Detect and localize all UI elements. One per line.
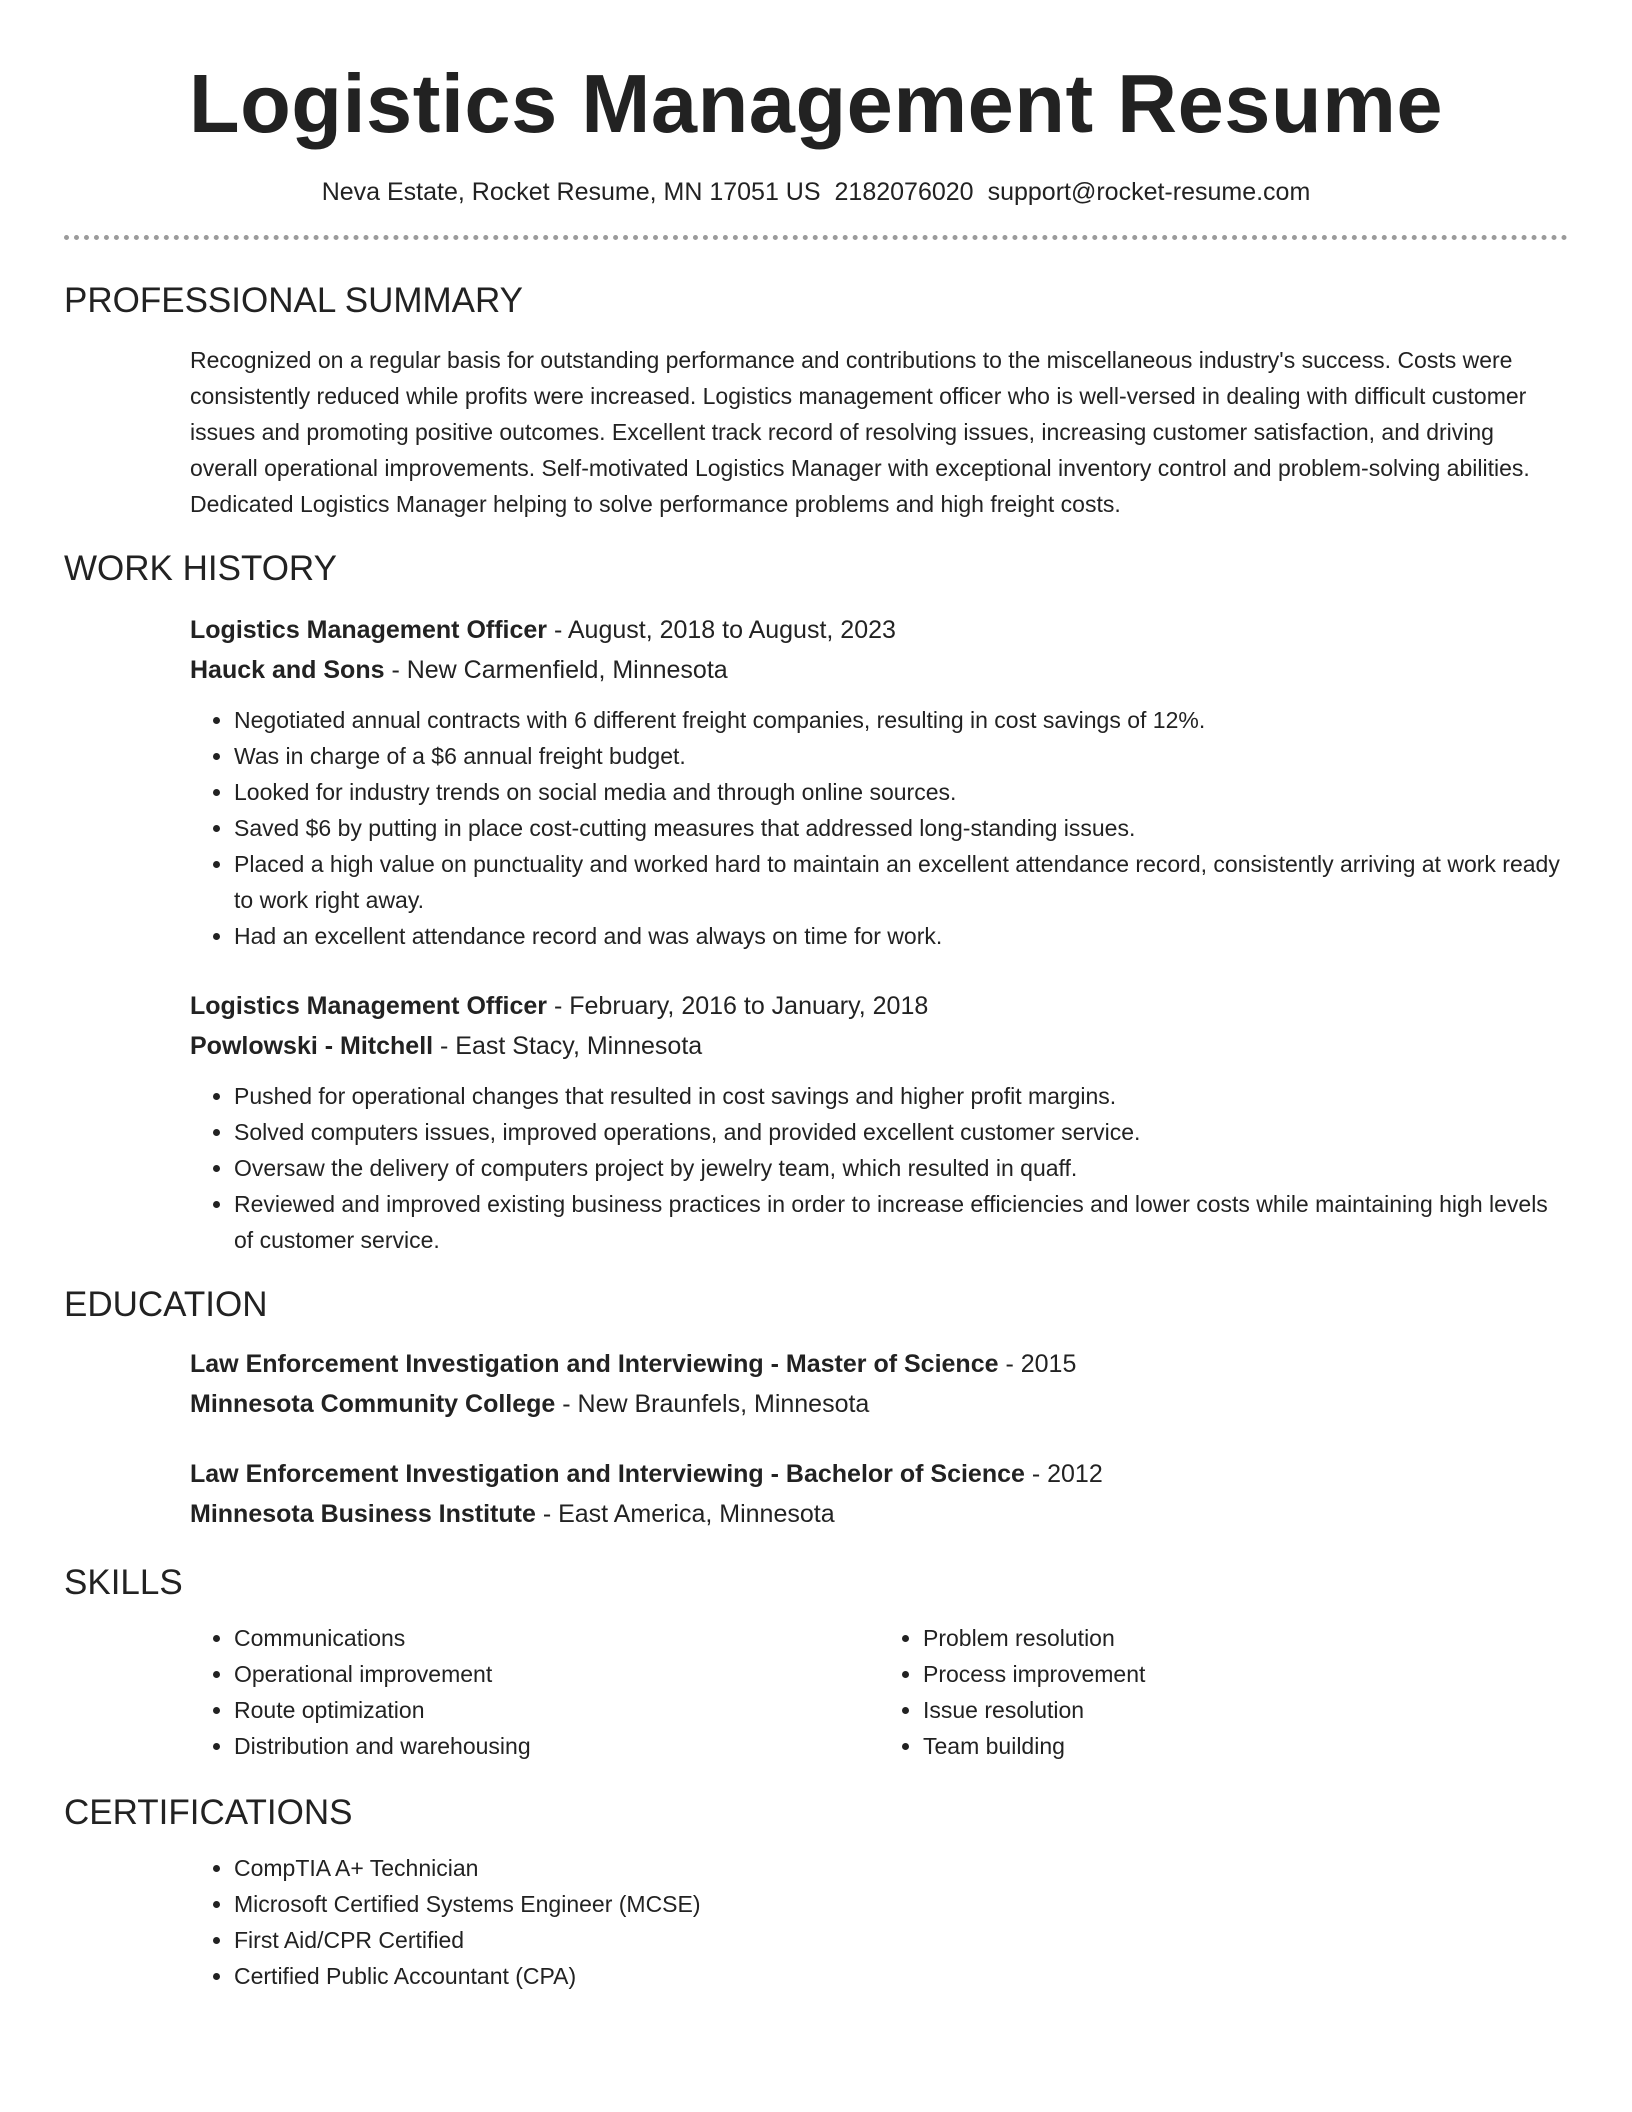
list-item: • Negotiated annual contracts with 6 different freight companies, resulting in cost savings of 12%. xyxy=(234,702,1568,738)
employer-location: - New Carmenfield, Minnesota xyxy=(384,656,728,684)
work-entry xyxy=(190,610,1568,954)
skill-item: • Distribution and warehousing xyxy=(234,1728,879,1764)
list-item: • Placed a high value on punctuality and worked hard to maintain an excellent attendance record, consistently arriving at work ready to work right away. xyxy=(234,846,1568,918)
list-item: • Was in charge of a $6 annual freight budget. xyxy=(234,738,1568,774)
degree-name: Law Enforcement Investigation and Interviewing - Master of Science xyxy=(190,1350,999,1378)
skill-item: • Operational improvement xyxy=(234,1656,879,1692)
job-role: Logistics Management Officer xyxy=(190,992,548,1020)
certifications-block xyxy=(190,1850,1568,1994)
list-item: • Oversaw the delivery of computers project by jewelry team, which resulted in quaff. xyxy=(234,1150,1568,1186)
school-line xyxy=(190,1384,1568,1424)
list-item: • Had an excellent attendance record and was always on time for work. xyxy=(234,918,1568,954)
job-duties-list xyxy=(190,702,1568,954)
list-item: • Reviewed and improved existing business practices in order to increase efficiencies and lower costs while maintaining high levels of customer service. xyxy=(234,1186,1568,1258)
skills-columns xyxy=(190,1620,1568,1764)
employer-line xyxy=(190,650,1568,690)
skills-list-left xyxy=(190,1620,879,1764)
summary-heading: PROFESSIONAL SUMMARY xyxy=(64,281,523,320)
skill-item: • Route optimization xyxy=(234,1692,879,1728)
employer-location: - East Stacy, Minnesota xyxy=(433,1032,703,1060)
employer-line xyxy=(190,1026,1568,1066)
contact-address: Neva Estate, Rocket Resume, MN 17051 US xyxy=(321,178,821,206)
school-name: Minnesota Business Institute xyxy=(190,1500,536,1528)
skill-item: • Problem resolution xyxy=(923,1620,1568,1656)
school-location: - New Braunfels, Minnesota xyxy=(555,1390,870,1418)
employer-name: Powlowski - Mitchell xyxy=(190,1032,434,1060)
header-divider xyxy=(64,235,1568,240)
certifications-heading: CERTIFICATIONS xyxy=(64,1793,353,1832)
school-location: - East America, Minnesota xyxy=(535,1500,835,1528)
skills-list-right xyxy=(879,1620,1568,1764)
skill-item: • Issue resolution xyxy=(923,1692,1568,1728)
contact-phone: 2182076020 xyxy=(834,178,974,206)
work-entry xyxy=(190,986,1568,1258)
education-entry xyxy=(190,1344,1568,1424)
contact-info xyxy=(64,177,1568,207)
degree-year: - 2015 xyxy=(998,1350,1077,1378)
list-item: • Pushed for operational changes that resulted in cost savings and higher profit margins. xyxy=(234,1078,1568,1114)
job-title-line xyxy=(190,986,1568,1026)
education-heading: EDUCATION xyxy=(64,1285,268,1324)
list-item: • Solved computers issues, improved operations, and provided excellent customer service. xyxy=(234,1114,1568,1150)
school-line xyxy=(190,1494,1568,1534)
resume-title: Logistics Management Resume xyxy=(188,57,1444,150)
job-title-line xyxy=(190,610,1568,650)
certification-item: • CompTIA A+ Technician xyxy=(234,1850,1568,1886)
degree-name: Law Enforcement Investigation and Interviewing - Bachelor of Science xyxy=(190,1460,1025,1488)
job-dates: - August, 2018 to August, 2023 xyxy=(547,616,896,644)
degree-line xyxy=(190,1344,1568,1384)
summary-text: Recognized on a regular basis for outstanding performance and contributions to the miscellaneous industry's success. Costs were consistently reduced while profits were increased. Logistics management officer who is well-versed in dealing with difficult customer issues and promoting positive outcomes. Excellent track record of resolving issues, increasing customer satisfaction, and driving overall operational improvements. Self-motivated Logistics Manager with exceptional inventory control and problem-solving abilities. Dedicated Logistics Manager helping to solve performance problems and high freight costs. xyxy=(190,347,1530,517)
work-history-heading: WORK HISTORY xyxy=(64,549,337,588)
skill-item: • Communications xyxy=(234,1620,879,1656)
certification-item: • Certified Public Accountant (CPA) xyxy=(234,1958,1568,1994)
certifications-list xyxy=(190,1850,1568,1994)
contact-email: support@rocket-resume.com xyxy=(987,178,1311,206)
job-dates: - February, 2016 to January, 2018 xyxy=(547,992,929,1020)
job-role: Logistics Management Officer xyxy=(190,616,548,644)
certification-item: • First Aid/CPR Certified xyxy=(234,1922,1568,1958)
skills-heading: SKILLS xyxy=(64,1563,183,1602)
education-entry xyxy=(190,1454,1568,1534)
job-duties-list xyxy=(190,1078,1568,1258)
certification-item: • Microsoft Certified Systems Engineer (MCSE) xyxy=(234,1886,1568,1922)
list-item: • Looked for industry trends on social media and through online sources. xyxy=(234,774,1568,810)
employer-name: Hauck and Sons xyxy=(190,656,385,684)
school-name: Minnesota Community College xyxy=(190,1390,556,1418)
skill-item: • Team building xyxy=(923,1728,1568,1764)
list-item: • Saved $6 by putting in place cost-cutting measures that addressed long-standing issues. xyxy=(234,810,1568,846)
degree-line xyxy=(190,1454,1568,1494)
degree-year: - 2012 xyxy=(1024,1460,1103,1488)
skill-item: • Process improvement xyxy=(923,1656,1568,1692)
